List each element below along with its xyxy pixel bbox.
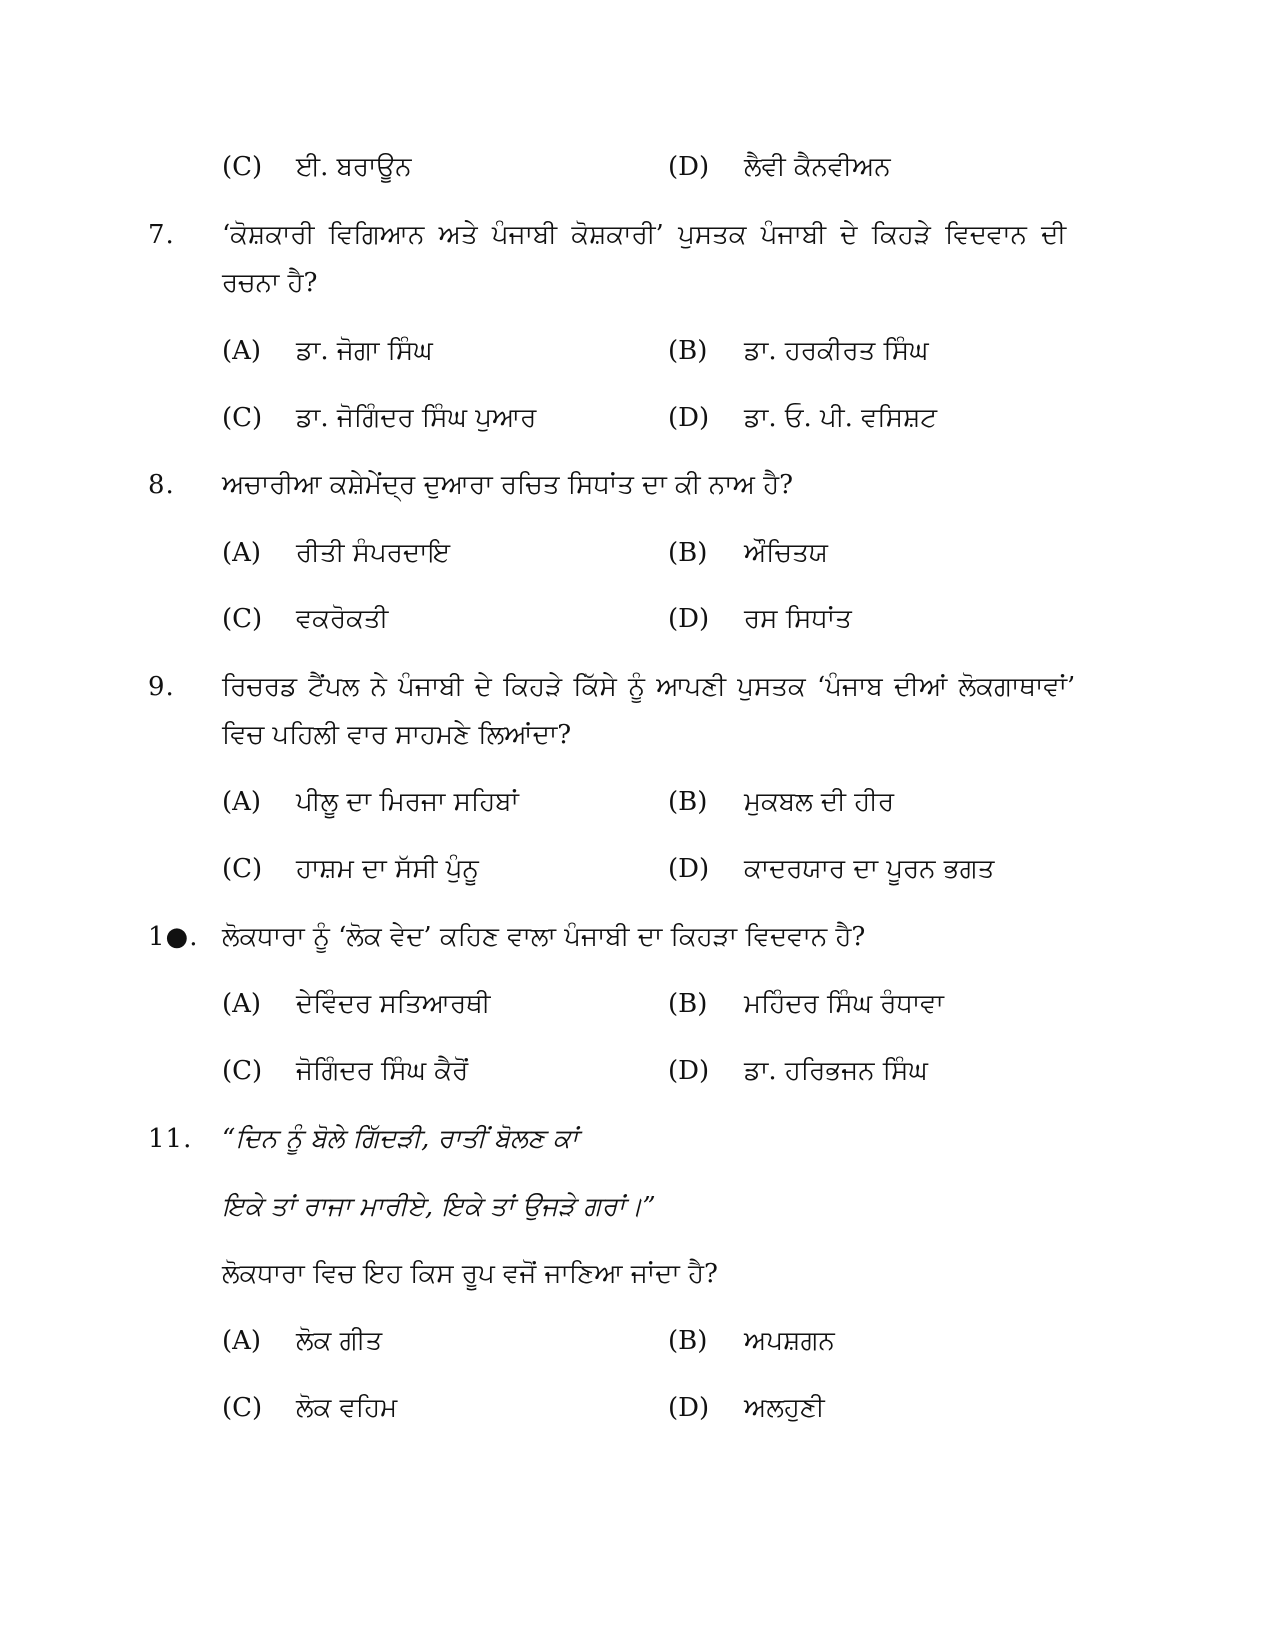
option-b-text: ਅਪਸ਼ਗਨ [744, 1326, 835, 1356]
question-text-line: ਰਿਚਰਡ ਟੈਂਪਲ ਨੇ ਪੰਜਾਬੀ ਦੇ ਕਿਹੜੇ ਕਿੱਸੇ ਨੂੰ ਆਪਣੀ ਪੁਸਤਕ ‘ਪੰਜਾਬ ਦੀਆਂ ਲੋਕਗਾਥਾਵਾਂ’ [222, 672, 1076, 702]
option-c-text: ਈ. ਬਰਾਊਨ [296, 152, 412, 182]
option-b-text: ਡਾ. ਹਰਕੀਰਤ ਸਿੰਘ [744, 336, 929, 366]
option-c-label: (C) [222, 604, 263, 634]
option-c-text: ਹਾਸ਼ਮ ਦਾ ਸੱਸੀ ਪੁੰਨੂ [296, 854, 479, 884]
option-d-text: ਰਸ ਸਿਧਾਂਤ [744, 604, 852, 634]
question-number: 11. [148, 1124, 193, 1154]
option-a-text: ਲੋਕ ਗੀਤ [296, 1326, 383, 1356]
question-number: 9. [148, 672, 175, 702]
question-text-line: ਅਚਾਰੀਆ ਕਸ਼ੇਮੇਂਦ੍ਰ ਦੁਆਰਾ ਰਚਿਤ ਸਿਧਾਂਤ ਦਾ ਕੀ ਨਾਅ ਹੈ? [222, 470, 794, 500]
option-a-text: ਦੇਵਿੰਦਰ ਸਤਿਆਰਥੀ [296, 989, 491, 1019]
question-text-line: ਲੋਕਧਾਰਾ ਵਿਚ ਇਹ ਕਿਸ ਰੂਪ ਵਜੋਂ ਜਾਣਿਆ ਜਾਂਦਾ ਹੈ? [222, 1259, 718, 1289]
option-a-label: (A) [222, 336, 262, 366]
option-b-label: (B) [668, 1326, 708, 1356]
option-d-label: (D) [668, 854, 710, 884]
option-a-label: (A) [222, 1326, 262, 1356]
option-a-label: (A) [222, 787, 262, 817]
option-c-text: ਵਕਰੋਕਤੀ [296, 604, 389, 634]
option-b-label: (B) [668, 989, 708, 1019]
option-c-label: (C) [222, 403, 263, 433]
option-c-label: (C) [222, 1393, 263, 1423]
option-a-text: ਡਾ. ਜੋਗਾ ਸਿੰਘ [296, 336, 433, 366]
option-d-label: (D) [668, 403, 710, 433]
option-d-text: ਡਾ. ਓ. ਪੀ. ਵਸਿਸ਼ਟ [744, 403, 938, 433]
option-d-text: ਅਲਹੁਣੀ [744, 1393, 825, 1423]
option-b-text: ਔਚਿਤਯ [744, 538, 828, 568]
option-a-text: ਰੀਤੀ ਸੰਪਰਦਾਇ [296, 538, 451, 568]
option-d-label: (D) [668, 152, 710, 182]
option-d-label: (D) [668, 1393, 710, 1423]
option-b-label: (B) [668, 336, 708, 366]
option-b-text: ਮੁਕਬਲ ਦੀ ਹੀਰ [744, 787, 895, 817]
question-number: 7. [148, 220, 175, 250]
option-b-text: ਮਹਿੰਦਰ ਸਿੰਘ ਰੰਧਾਵਾ [744, 989, 944, 1019]
option-d-text: ਕਾਦਰਯਾਰ ਦਾ ਪੂਰਨ ਭਗਤ [744, 854, 995, 884]
question-text-line: ਲੋਕਧਾਰਾ ਨੂੰ ‘ਲੋਕ ਵੇਦ’ ਕਹਿਣ ਵਾਲਾ ਪੰਜਾਬੀ ਦਾ ਕਿਹੜਾ ਵਿਦਵਾਨ ਹੈ? [222, 922, 866, 952]
option-c-label: (C) [222, 854, 263, 884]
question-text-line: ‘ਕੋਸ਼ਕਾਰੀ ਵਿਗਿਆਨ ਅਤੇ ਪੰਜਾਬੀ ਕੋਸ਼ਕਾਰੀ’ ਪੁਸਤਕ ਪੰਜਾਬੀ ਦੇ ਕਿਹੜੇ ਵਿਦਵਾਨ ਦੀ [222, 220, 1067, 250]
quote-line: ਇਕੇ ਤਾਂ ਰਾਜਾ ਮਾਰੀਏ, ਇਕੇ ਤਾਂ ਉਜੜੇ ਗਰਾਂ।” [222, 1192, 656, 1222]
quote-line: “ਦਿਨ ਨੂੰ ਬੋਲੇ ਗਿੱਦੜੀ, ਰਾਤੀਂ ਬੋਲਣ ਕਾਂ [222, 1124, 579, 1154]
question-number: 1●. [148, 922, 199, 952]
option-b-label: (B) [668, 787, 708, 817]
option-d-label: (D) [668, 1056, 710, 1086]
option-a-text: ਪੀਲੂ ਦਾ ਮਿਰਜਾ ਸਹਿਬਾਂ [296, 787, 519, 817]
question-text-line: ਰਚਨਾ ਹੈ? [222, 268, 318, 298]
question-text-line: ਵਿਚ ਪਹਿਲੀ ਵਾਰ ਸਾਹਮਣੇ ਲਿਆਂਦਾ? [222, 720, 572, 750]
option-c-text: ਡਾ. ਜੋਗਿੰਦਰ ਸਿੰਘ ਪੁਆਰ [296, 403, 537, 433]
option-c-text: ਜੋਗਿੰਦਰ ਸਿੰਘ ਕੈਰੋਂ [296, 1056, 469, 1086]
question-number: 8. [148, 470, 175, 500]
option-d-text: ਡਾ. ਹਰਿਭਜਨ ਸਿੰਘ [744, 1056, 928, 1086]
option-d-label: (D) [668, 604, 710, 634]
option-d-text: ਲੈਵੀ ਕੈਨਵੀਅਨ [744, 152, 891, 182]
option-a-label: (A) [222, 989, 262, 1019]
option-c-text: ਲੋਕ ਵਹਿਮ [296, 1393, 398, 1423]
option-b-label: (B) [668, 538, 708, 568]
option-c-label: (C) [222, 152, 263, 182]
option-a-label: (A) [222, 538, 262, 568]
option-c-label: (C) [222, 1056, 263, 1086]
